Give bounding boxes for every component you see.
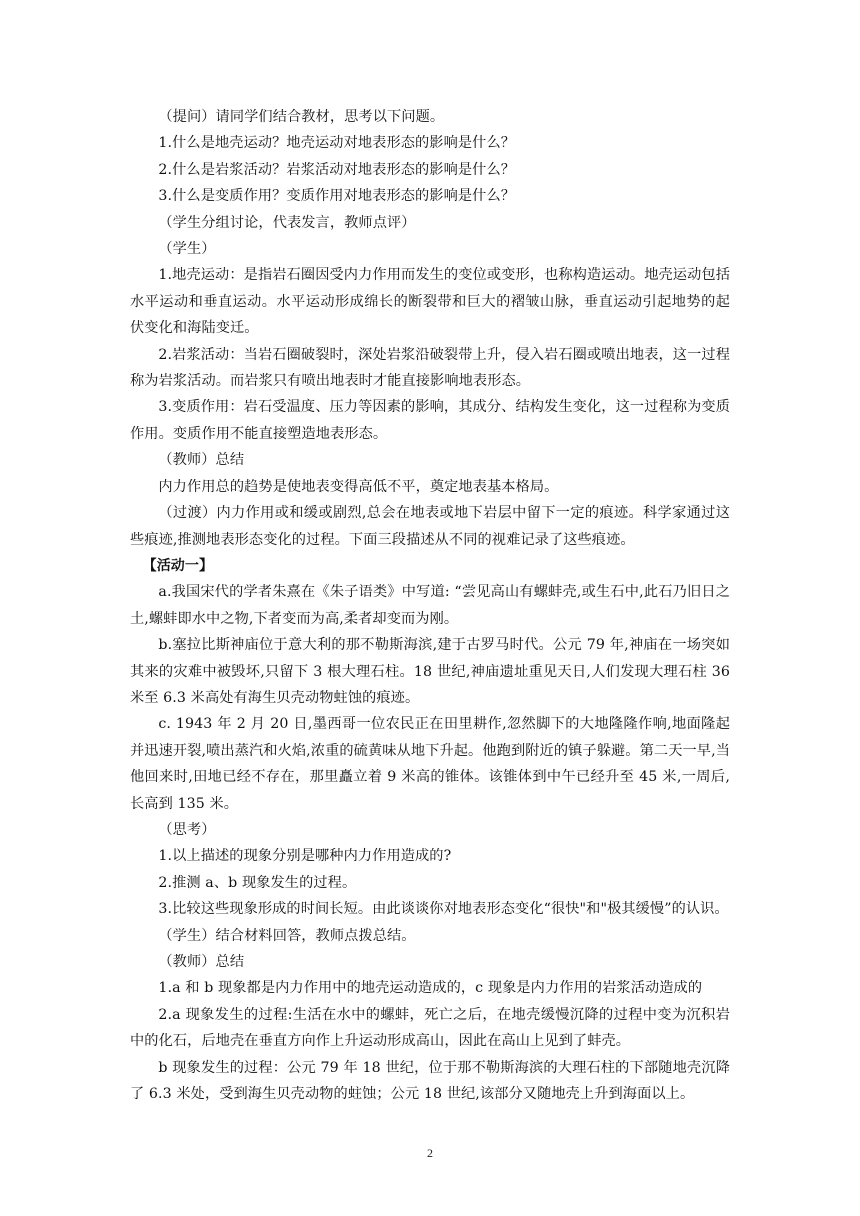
paragraph: 内力作用总的趋势是使地表变得高低不平，奠定地表基本格局。: [158, 478, 559, 495]
paragraph: 2.岩浆活动：当岩石圈破裂时，深处岩浆沿破裂带上升，侵入岩石圈或喷出地表，这一过程称为岩浆活动。而岩浆只有喷出地表时才能直接影响地表形态。: [130, 346, 730, 390]
paragraph: a.我国宋代的学者朱熹在《朱子语类》中写道: “尝见高山有螺蚌壳,或生石中,此石乃旧日之土,螺蚌即水中之物,下者变而为高,柔者却变而为刚。: [130, 584, 730, 627]
paragraph: 2.a 现象发生的过程:生活在水中的螺蚌，死亡之后，在地壳缓慢沉降的过程中变为沉积岩中的化石，后地壳在垂直方向作上升运动形成高山，因此在高山上见到了蚌壳。: [130, 1006, 730, 1050]
paragraph: c. 1943 年 2 月 20 日,墨西哥一位农民正在田里耕作,忽然脚下的大地隆隆作响,地面隆起并迅速开裂,喷出蒸汽和火焰,浓重的硫黄味从地下升起。他跑到附近的镇子躲避。第二天一早,当他回来时,田地已经不存在，那里矗立着 9 米高的锥体。该锥体到中午已经升至 45 米,一周后,长高到 135 米。: [130, 716, 730, 812]
paragraph: 3.比较这些现象形成的时间长短。由此谈谈你对地表形态变化“很快"和"极其缓慢”的认识。: [158, 901, 729, 918]
paragraph: 1.以上描述的现象分别是哪种内力作用造成的?: [158, 848, 452, 865]
paragraph: b.塞拉比斯神庙位于意大利的那不勒斯海滨,建于古罗马时代。公元 79 年,神庙在一场突如其来的灾难中被毁坏,只留下 3 根大理石柱。18 世纪,神庙遗址重见天日,人们发现大理石柱 36 米至 6.3 米高处有海生贝壳动物蛀蚀的痕迹。: [130, 637, 730, 706]
document-body: [130, 104, 730, 1107]
paragraph: （学生）结合材料回答，教师点拨总结。: [158, 927, 416, 944]
paragraph: （学生分组讨论，代表发言，教师点评）: [158, 214, 416, 231]
paragraph: 3.什么是变质作用？变质作用对地表形态的影响是什么？: [158, 188, 516, 205]
paragraph: （学生）: [158, 241, 216, 258]
page-number: 2: [427, 1146, 433, 1160]
paragraph: 2.什么是岩浆活动？岩浆活动对地表形态的影响是什么？: [158, 161, 516, 178]
paragraph: （过渡）内力作用或和缓或剧烈,总会在地表或地下岩层中留下一定的痕迹。科学家通过这些痕迹,推测地表形态变化的过程。下面三段描述从不同的视难记录了这些痕迹。: [130, 505, 730, 548]
paragraph: （教师）总结: [158, 954, 245, 970]
paragraph: 3.变质作用：岩石受温度、压力等因素的影响，其成分、结构发生变化，这一过程称为变质作用。变质作用不能直接塑造地表形态。: [130, 399, 730, 442]
paragraph: 2.推测 a、b 现象发生的过程。: [158, 874, 357, 891]
paragraph: （提问）请同学们结合教材，思考以下问题。: [158, 109, 445, 125]
paragraph: （思考）: [158, 821, 216, 838]
paragraph: （教师）总结: [158, 452, 245, 469]
paragraph: 1.什么是地壳运动？地壳运动对地表形态的影响是什么？: [158, 135, 516, 152]
paragraph: b 现象发生的过程：公元 79 年 18 世纪，位于那不勒斯海滨的大理石柱的下部随地壳沉降了 6.3 米处，受到海生贝壳动物的蛀蚀；公元 18 世纪,该部分又随地壳上升到海面以上。: [130, 1059, 730, 1103]
paragraph: 1.地壳运动：是指岩石圈因受内力作用而发生的变位或变形，也称构造运动。地壳运动包括水平运动和垂直运动。水平运动形成绵长的断裂带和巨大的褶皱山脉，垂直运动引起地势的起伏变化和海陆变迁。: [130, 267, 730, 337]
section-heading: 【活动一】: [142, 557, 214, 574]
paragraph: 1.a 和 b 现象都是内力作用中的地壳运动造成的，c 现象是内力作用的岩浆活动造成的: [158, 980, 703, 997]
